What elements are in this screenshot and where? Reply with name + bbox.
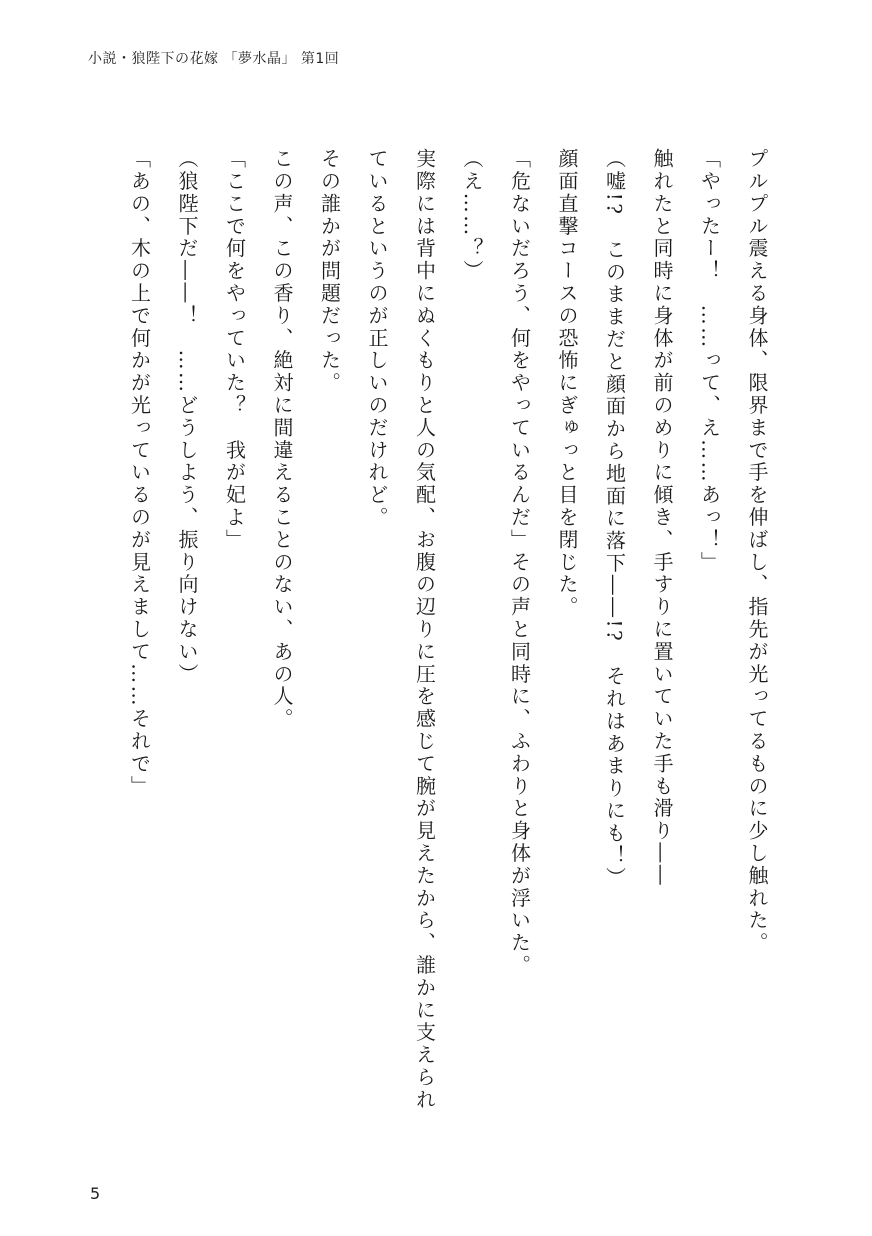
text-line: 「ここで何をやっていた？ 我が妃よ」 [222, 148, 247, 552]
text-line: （嘘!? このままだと顔面から地面に落下――!? それはあまりにも！） [602, 148, 627, 890]
text-line: （え……？） [460, 148, 484, 283]
text-line: 触れたと同時に身体が前のめりに傾き、手すりに置いていた手も滑り―― [650, 148, 674, 888]
text-line: プルプル震える身体、限界まで手を伸ばし、指先が光ってるものに少し触れた。 [745, 148, 769, 955]
text-line: 「危ないだろう、何をやっているんだ」その声と同時に、ふわりと身体が浮いた。 [507, 148, 532, 977]
text-line: その誰かが問題だった。 [317, 148, 342, 395]
text-line: この声、この香り、絶対に間違えることのない、あの人。 [270, 148, 294, 731]
text-line: ているというのが正しいのだけれど。 [365, 148, 389, 529]
page-number: 5 [90, 1184, 101, 1203]
text-line: 実際には背中にぬくもりと人の気配、お腹の辺りに圧を感じて腕が見えたから、誰かに支えられ [412, 148, 437, 1112]
running-head-title: 小説・狼陛下の花嫁 「夢水晶」 第1回 [88, 51, 340, 67]
vertical-body-text [80, 148, 780, 1118]
text-line: （狼陛下だ――！ ……どうしよう、振り向けない） [175, 148, 199, 686]
text-line: 「やったー！ ……って、え……あっ！」 [697, 148, 722, 574]
text-line: 顔面直撃コースの恐怖にぎゅっと目を閉じた。 [555, 148, 579, 619]
text-line: 「あの、木の上で何かが光っているのが見えまして……それで」 [127, 148, 152, 798]
